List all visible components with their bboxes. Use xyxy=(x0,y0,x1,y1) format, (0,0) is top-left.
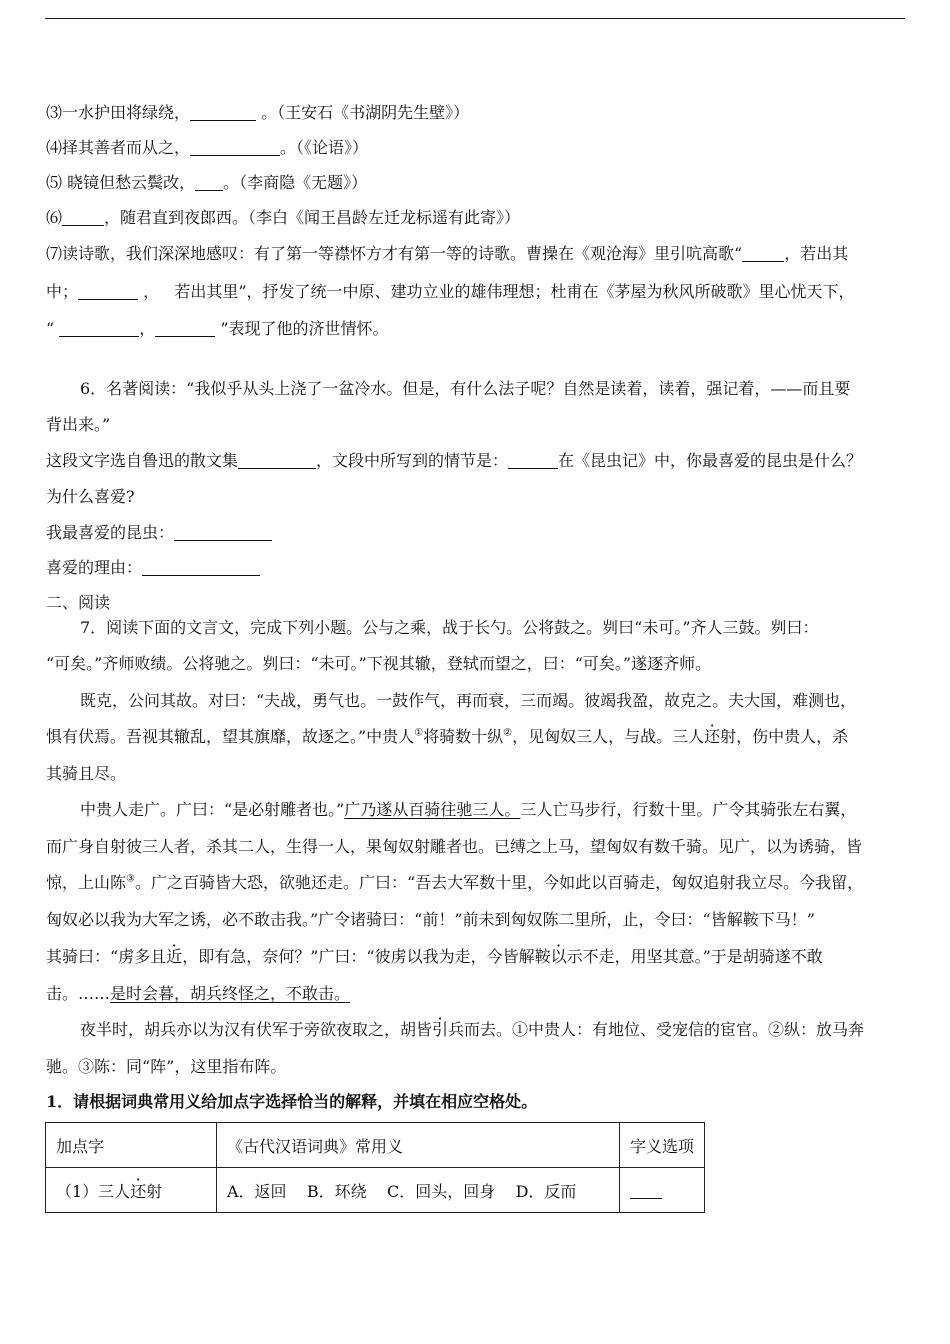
q5-line-6: ⑹ ，随君直到夜郎西。（李白《闻王昌龄左迁龙标遥有此寄》） xyxy=(46,208,521,227)
answer-blank[interactable] xyxy=(630,1182,662,1199)
q5-line-4: ⑷择其善者而从之， 。（《论语》） xyxy=(46,138,369,157)
table-header-row xyxy=(46,1123,705,1168)
q6-line-6: 喜爱的理由： xyxy=(46,557,906,579)
top-rule xyxy=(45,18,905,19)
answer-blank[interactable] xyxy=(508,452,558,469)
answer-blank[interactable] xyxy=(142,559,260,576)
q6-line-5: 我最喜爱的昆虫： xyxy=(46,522,906,544)
dotted-char: 近 xyxy=(166,947,183,966)
q7-para2-line1: 既克，公问其故。对曰：“夫战，勇气也。一鼓作气，再而衰，三而竭。彼竭我盈，故克之。夫大国，难测也， xyxy=(80,691,857,710)
q7-para2-line3: 其骑且尽。 xyxy=(46,764,127,783)
answer-blank[interactable] xyxy=(238,452,316,469)
q5-line-7a: ⑺读诗歌，我们深深地感叹：有了第一等襟怀方才有第一等的诗歌。曹操在《观沧海》里引吭高歌“ ，若出其 xyxy=(46,244,849,263)
q7-para1-line1: 7．阅读下面的文言文，完成下列小题。公与之乘，战于长勺。公将鼓之。刿曰“未可。”齐人三鼓。刿曰： xyxy=(80,618,819,637)
underlined-sentence: 广乃遂从百骑往驰三人。 xyxy=(344,800,521,819)
section-heading: 二、阅读 xyxy=(46,593,111,612)
table-header: 字义选项 xyxy=(620,1123,705,1168)
table-row xyxy=(46,1168,705,1213)
answer-blank[interactable] xyxy=(195,174,223,191)
dotted-char: 还 xyxy=(704,727,721,746)
table-cell-item: （1）三人还射 xyxy=(46,1168,217,1213)
underlined-sentence: 是时会暮，胡兵终怪之，不敢击。 xyxy=(110,984,351,1003)
q7-para4-line1: 夜半时，胡兵亦以为汉有伏军于旁欲夜取之，胡皆引兵而去。①中贵人：有地位、受宠信的宦官。②纵：放马奔 xyxy=(80,1020,865,1039)
answer-blank[interactable] xyxy=(190,104,256,121)
q7-para1-line2: “可矣。”齐师败绩。公将驰之。刿曰：“未可。”下视其辙，登轼而望之，曰：“可矣。”遂逐齐师。 xyxy=(46,654,712,673)
q7-para3-line4: 匈奴必以我为大军之诱，必不敢击我。”广令诸骑曰：“前！”前未到匈奴陈二里所，止，令曰：“皆解鞍下马！” xyxy=(46,910,815,929)
footnote-marker: ① xyxy=(414,727,424,739)
answer-blank[interactable] xyxy=(155,320,215,337)
answer-blank[interactable] xyxy=(78,283,138,300)
dotted-char: 以 xyxy=(550,947,567,966)
q7-para3-line3: 惊，上山陈③。广之百骑皆大恐，欲驰还走。广曰：“吾去大军数十里，今如此以百骑走，匈奴追射我立尽。今我留， xyxy=(46,873,864,892)
footnote-marker: ② xyxy=(503,727,513,739)
q7-para3-line6: 击。……是时会暮，胡兵终怪之，不敢击。 xyxy=(46,984,351,1003)
q7-para3-line1: 中贵人走广。广曰：“是必射雕者也。”广乃遂从百骑往驰三人。三人亡马步行，行数十里。广令其骑张左右翼， xyxy=(80,800,857,819)
q7-para3-line5: 其骑曰：“虏多且近，即有急，奈何？”广曰：“彼虏以我为走，今皆解鞍以示不走，用坚其意。”于是胡骑遂不敢 xyxy=(46,947,823,966)
q6-line-1: 6．名著阅读：“我似乎从头上浇了一盆冷水。但是，有什么法子呢？自然是读着，读着，强记着，——而且要 xyxy=(80,379,851,398)
dotted-char: 还 xyxy=(130,1181,147,1201)
table-cell-options: A．返回 B．环绕 C．回头，回身 D．反而 xyxy=(217,1168,620,1213)
answer-blank[interactable] xyxy=(190,139,280,156)
q5-line-7b: 中； ， 若出其里”，抒发了统一中原、建功立业的雄伟理想；杜甫在《茅屋为秋风所破歌》里心忧天下， xyxy=(46,282,855,301)
table-header: 《古代汉语词典》常用义 xyxy=(217,1123,620,1168)
q7-para3-line2: 而广身自射彼三人者，杀其二人，生得一人，果匈奴射雕者也。已缚之上马，望匈奴有数千骑。见广，以为诱骑，皆 xyxy=(46,837,863,856)
answer-blank[interactable] xyxy=(742,245,784,262)
table-header: 加点字 xyxy=(46,1123,217,1168)
q6-line-3: 这段文字选自鲁迅的散文集 ，文段中所写到的情节是： 在《昆虫记》中，你最喜爱的昆虫是什么？ xyxy=(46,451,863,470)
answer-blank[interactable] xyxy=(174,524,272,541)
dotted-char: 引 xyxy=(432,1020,449,1039)
q5-line-5: ⑸ 晓镜但愁云鬓改， 。（李商隐《无题》） xyxy=(46,173,368,192)
sub-question-1: 1．请根据词典常用义给加点字选择恰当的解释，并填在相应空格处。 xyxy=(46,1092,538,1111)
q6-line-2: 背出来。” xyxy=(46,415,111,434)
answer-blank[interactable] xyxy=(59,320,139,337)
footnote-marker: ③ xyxy=(126,873,135,885)
q7-para4-line2: 驰。③陈：同“阵”，这里指布阵。 xyxy=(46,1057,287,1076)
q7-para2-line2: 惧有伏焉。吾视其辙乱，望其旗靡，故逐之。”中贵人①将骑数十纵②，见匈奴三人，与战。三人还射，伤中贵人，杀 xyxy=(46,727,849,746)
answer-blank[interactable] xyxy=(62,209,104,226)
table-cell-answer xyxy=(620,1168,705,1213)
q5-line-7c: “ ， ”表现了他的济世情怀。 xyxy=(46,319,389,338)
definition-table xyxy=(45,1122,705,1213)
q6-line-4: 为什么喜爱? xyxy=(46,487,135,506)
q5-line-3: ⑶一水护田将绿绕， 。（王安石《书湖阴先生壁》） xyxy=(46,103,470,122)
